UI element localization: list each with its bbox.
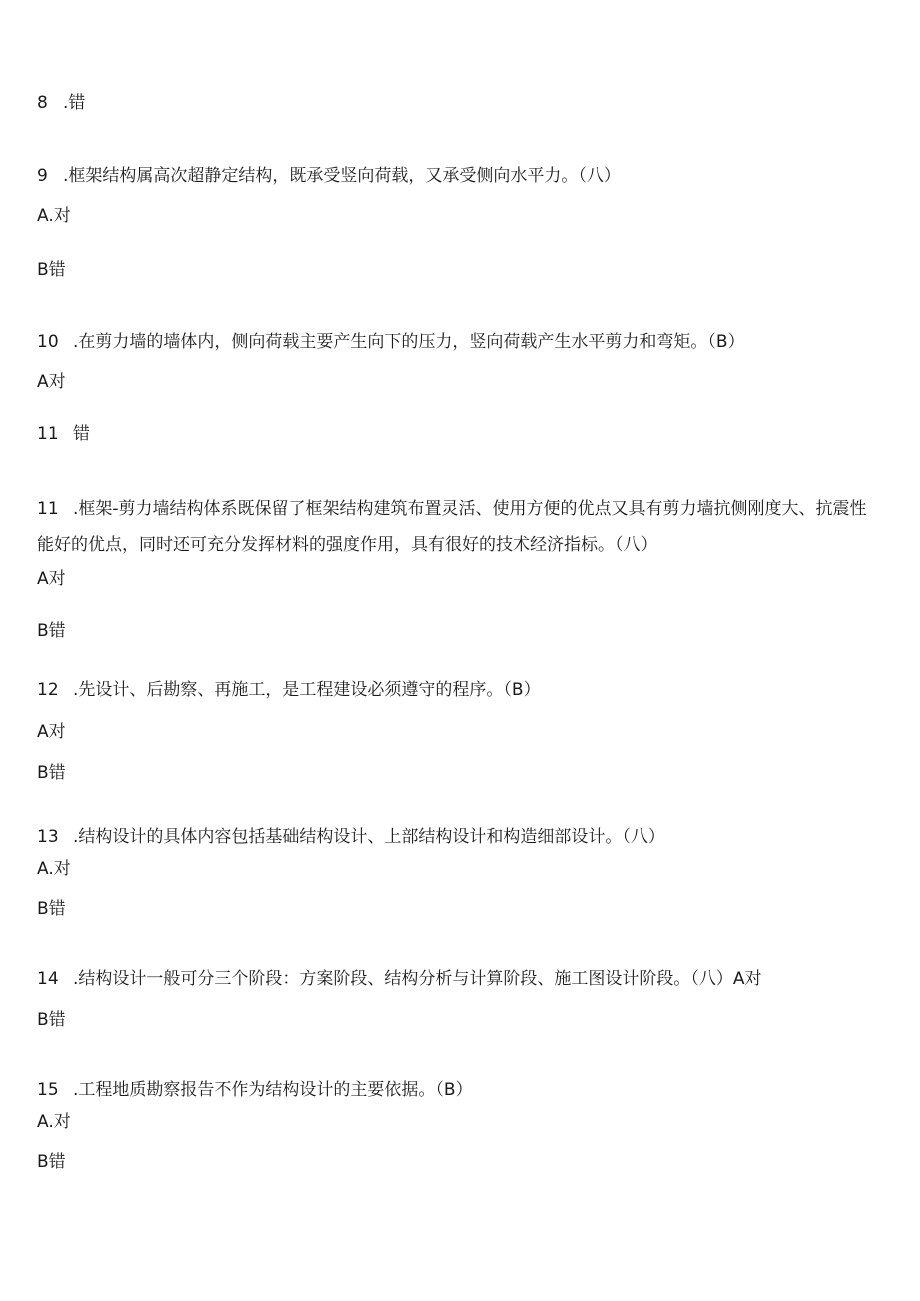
question-text: .框架结构属高次超静定结构，既承受竖向荷载，又承受侧向水平力。（八） <box>63 166 621 186</box>
question-15-option-b: B错 <box>37 1152 66 1172</box>
question-14-option-b: B错 <box>37 1010 66 1030</box>
question-9-option-b: B错 <box>37 260 66 280</box>
item-number: 8 <box>37 93 48 113</box>
question-9 <box>37 165 621 187</box>
question-number: 10 <box>37 332 59 352</box>
question-13-option-b: B错 <box>37 899 66 919</box>
question-number: 12 <box>37 680 59 700</box>
question-15-option-a: A.对 <box>37 1112 71 1132</box>
question-11-option-a: A对 <box>37 569 66 589</box>
item-number: 11 <box>37 424 59 444</box>
item-text: .错 <box>63 93 86 113</box>
question-12-option-b: B错 <box>37 763 66 783</box>
question-12 <box>37 679 541 701</box>
question-11-option-b: B错 <box>37 621 66 641</box>
question-number: 11 <box>37 499 59 519</box>
question-text: .结构设计一般可分三个阶段：方案阶段、结构分析与计算阶段、施工图设计阶段。（八）A对 <box>73 969 762 989</box>
question-13-option-a: A.对 <box>37 859 71 879</box>
question-text: .在剪力墙的墙体内，侧向荷载主要产生向下的压力，竖向荷载产生水平剪力和弯矩。（B） <box>73 332 745 352</box>
question-9-option-a: A.对 <box>37 206 71 226</box>
question-text: .工程地质勘察报告不作为结构设计的主要依据。（B） <box>73 1080 473 1100</box>
question-11 <box>37 491 882 563</box>
question-14 <box>37 968 762 990</box>
item-text: 错 <box>73 424 90 444</box>
line-8-answer <box>37 92 85 114</box>
question-10-option-a: A对 <box>37 372 66 392</box>
question-number: 14 <box>37 969 59 989</box>
question-13 <box>37 826 665 848</box>
question-text: .框架-剪力墙结构体系既保留了框架结构建筑布置灵活、使用方便的优点又具有剪力墙抗侧刚度大、抗震性能好的优点，同时还可充分发挥材料的强度作用，具有很好的技术经济指标。（八） <box>37 499 867 555</box>
question-number: 9 <box>37 166 48 186</box>
question-text: .先设计、后勘察、再施工，是工程建设必须遵守的程序。（B） <box>73 680 541 700</box>
question-10 <box>37 331 745 353</box>
question-12-option-a: A对 <box>37 722 66 742</box>
question-text: .结构设计的具体内容包括基础结构设计、上部结构设计和构造细部设计。（八） <box>73 827 665 847</box>
question-number: 13 <box>37 827 59 847</box>
question-15 <box>37 1079 473 1101</box>
question-number: 15 <box>37 1080 59 1100</box>
line-11-answer <box>37 423 90 445</box>
